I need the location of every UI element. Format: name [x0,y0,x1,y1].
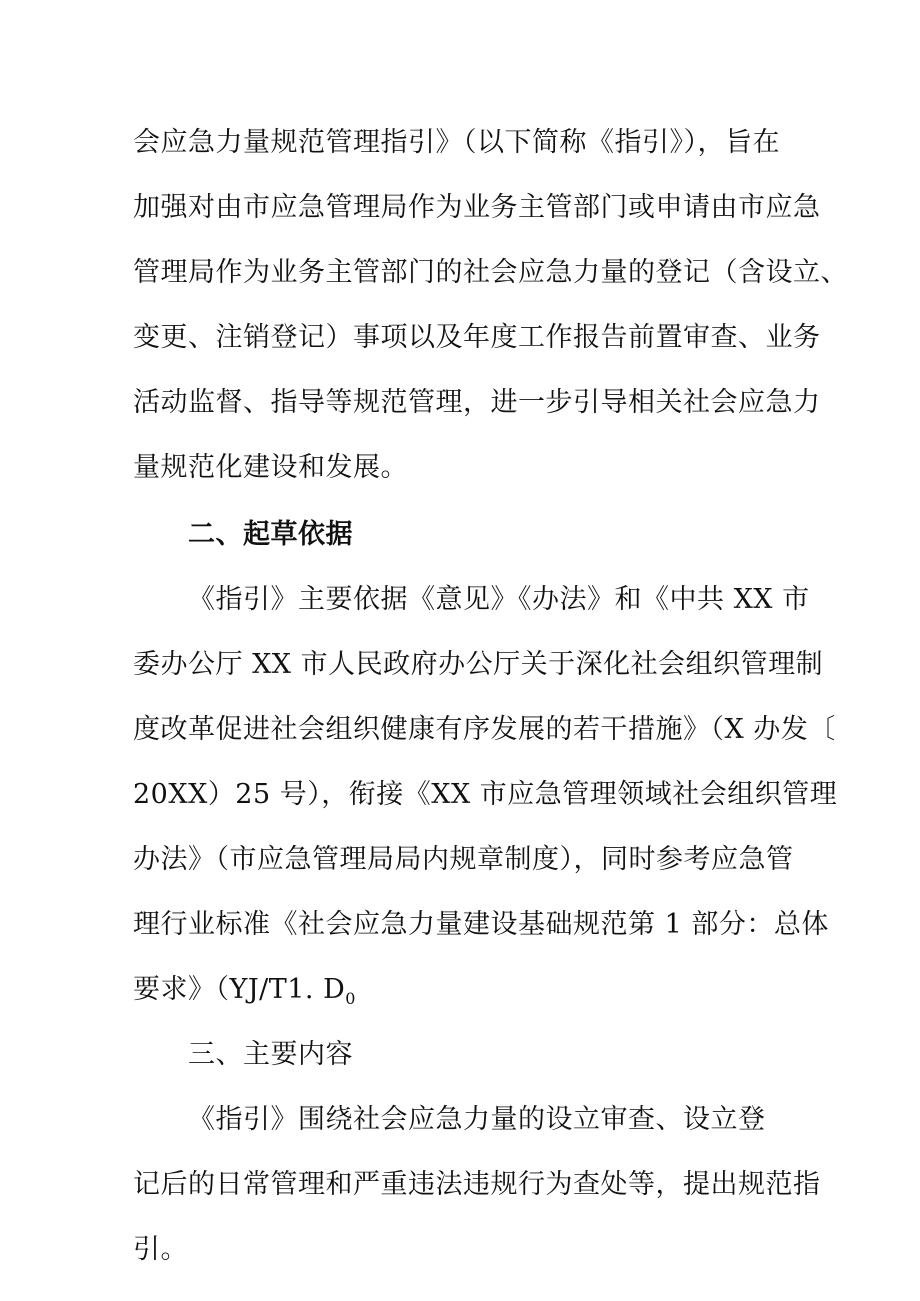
section-2-heading: 二、起草依据 [188,519,353,550]
paragraph-1-line-4: 变更、注销登记）事项以及年度工作报告前置审查、业务 [133,322,821,353]
paragraph-1-line-1: 会应急力量规范管理指引》（以下简称《指引》），旨在 [133,127,780,158]
section-3-line-1: 《指引》围绕社会应急力量的设立审查、设立登 [188,1104,766,1135]
section-2-line-7-text: 要求》（YJ/T1. D [133,974,346,1005]
paragraph-1-line-3: 管理局作为业务主管部门的社会应急力量的登记（含设立、 [133,257,848,288]
paragraph-1-line-2: 加强对由市应急管理局作为业务主管部门或申请由市应急 [133,192,821,223]
section-3-line-3: 引。 [133,1234,188,1265]
section-2-line-6: 理行业标准《社会应急力量建设基础规范第 1 部分：总体 [133,909,829,940]
section-2-line-1: 《指引》主要依据《意见》《办法》和《中共 XX 市 [188,584,810,615]
section-2-line-7-subscript: 0 [345,989,356,1008]
section-2-line-3: 度改革促进社会组织健康有序发展的若干措施》（X 办发〔 [133,714,836,745]
section-3-line-2: 记后的日常管理和严重违法违规行为查处等，提出规范指 [133,1169,821,1200]
paragraph-1-line-5: 活动监督、指导等规范管理，进一步引导相关社会应急力 [133,387,821,418]
section-2-line-2: 委办公厅 XX 市人民政府办公厅关于深化社会组织管理制 [133,649,824,680]
paragraph-1-line-6: 量规范化建设和发展。 [133,452,408,483]
section-2-line-4: 20XX）25 号），衔接《XX 市应急管理领域社会组织管理 [133,779,838,810]
section-2-line-5: 办法》（市应急管理局局内规章制度），同时参考应急管 [133,844,794,875]
section-2-line-7 [133,972,356,1008]
section-3-heading: 三、主要内容 [188,1039,353,1070]
